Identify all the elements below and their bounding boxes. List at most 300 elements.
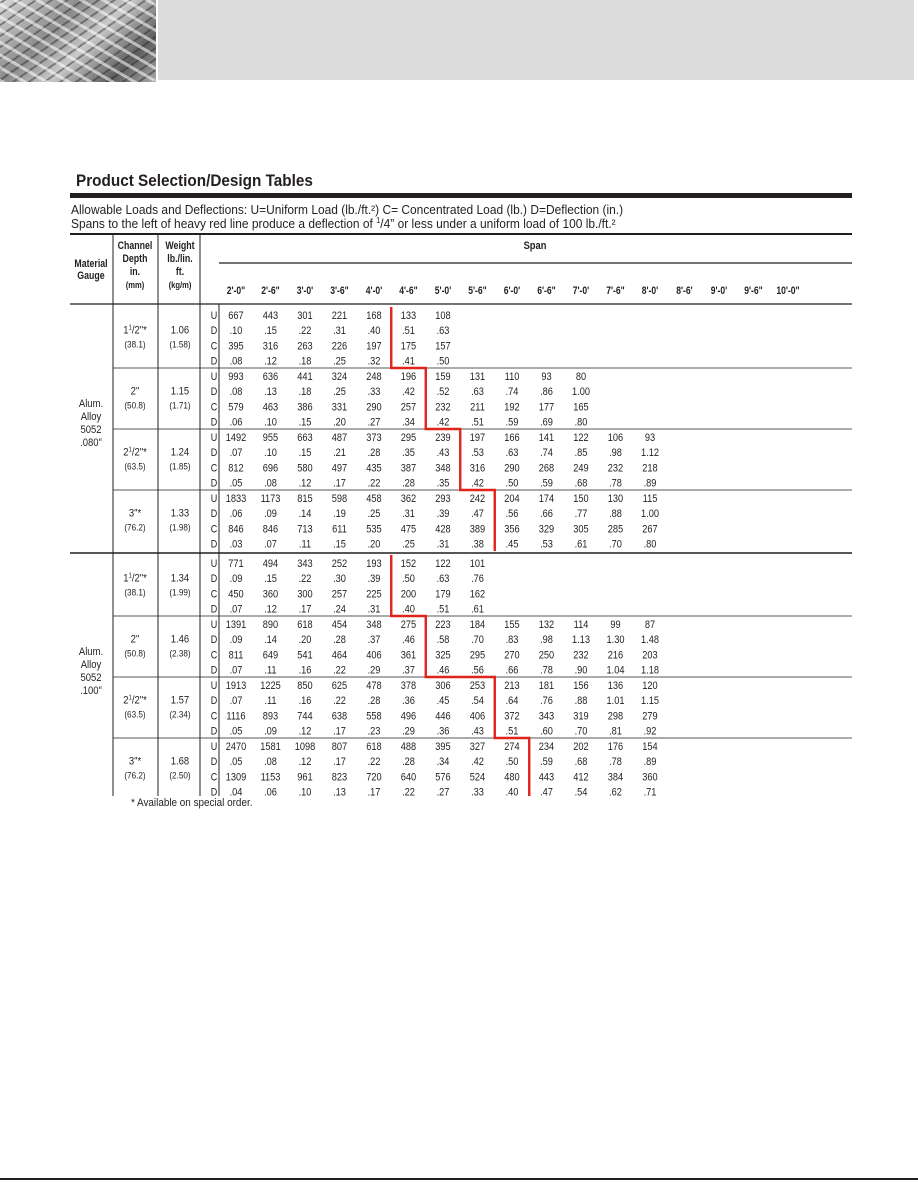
table-cell: .29 <box>367 664 381 677</box>
channel-depth-mm: (63.5) <box>124 708 146 720</box>
table-cell: 319 <box>573 710 589 723</box>
table-cell: 176 <box>607 741 624 754</box>
table-cell: .51 <box>402 325 415 338</box>
table-cell: 267 <box>642 523 658 536</box>
load-code: D <box>210 664 218 677</box>
table-cell: 348 <box>366 619 382 632</box>
table-cell: .15 <box>298 447 312 460</box>
table-cell: 99 <box>610 619 621 632</box>
weight-kg: (1.58) <box>169 338 191 350</box>
table-cell: 250 <box>538 649 555 662</box>
table-cell: .43 <box>471 725 484 738</box>
header-weight: (kg/m) <box>168 279 192 291</box>
table-cell: 1153 <box>260 771 281 784</box>
table-cell: .06 <box>229 508 243 521</box>
table-cell: .10 <box>264 447 277 460</box>
table-cell: .76 <box>471 573 484 586</box>
table-cell: .74 <box>505 386 519 399</box>
table-cell: 360 <box>262 588 279 601</box>
channel-depth-mm: (38.1) <box>124 338 146 350</box>
table-cell: 378 <box>400 680 417 693</box>
weight-value: 1.34 <box>170 572 190 585</box>
channel-depth: $1^1/2"*$ <box>123 572 147 585</box>
table-cell: .11 <box>264 664 277 677</box>
table-cell: 811 <box>228 649 244 662</box>
table-cell: .51 <box>505 725 519 738</box>
table-cell: .66 <box>505 664 519 677</box>
weight-kg: (1.99) <box>169 586 191 598</box>
table-cell: 295 <box>400 432 417 445</box>
table-cell: .56 <box>505 508 519 521</box>
table-cell: 812 <box>228 462 244 475</box>
table-cell: 168 <box>366 310 382 323</box>
table-cell: .69 <box>540 416 553 429</box>
table-cell: 252 <box>331 558 348 571</box>
table-cell: .27 <box>436 786 450 796</box>
table-cell: .90 <box>574 664 588 677</box>
table-cell: .80 <box>643 538 657 551</box>
weight-kg: (2.50) <box>169 769 191 781</box>
span-column-label: 8'-6' <box>676 285 693 298</box>
table-cell: .27 <box>367 416 381 429</box>
table-cell: 373 <box>366 432 382 445</box>
table-cell: 174 <box>538 493 555 506</box>
load-code: D <box>210 447 218 460</box>
table-cell: 1.13 <box>572 634 590 647</box>
table-cell: .56 <box>471 664 484 677</box>
table-cell: .08 <box>264 477 277 490</box>
intro-line-2-a: Spans to the left of heavy red line produce a deflection of <box>71 216 377 231</box>
load-code: U <box>210 432 218 445</box>
load-code: D <box>210 416 218 429</box>
load-code: D <box>210 786 218 796</box>
table-cell: 618 <box>366 741 382 754</box>
header-channel-depth: Depth <box>122 253 148 266</box>
table-cell: 204 <box>504 493 520 506</box>
table-cell: .41 <box>402 355 415 368</box>
table-cell: 395 <box>228 340 244 353</box>
table-cell: 441 <box>297 371 313 384</box>
weight-kg: (2.38) <box>169 647 191 659</box>
table-cell: 1492 <box>225 432 247 445</box>
intro-fraction-num: 1 <box>376 216 381 225</box>
weight-value: 1.46 <box>170 633 190 646</box>
load-code: D <box>210 477 218 490</box>
table-cell: 386 <box>297 401 313 414</box>
table-cell: .07 <box>229 695 243 708</box>
table-cell: 274 <box>504 741 520 754</box>
table-cell: .78 <box>540 664 553 677</box>
load-code: U <box>210 741 218 754</box>
table-cell: .50 <box>505 756 519 769</box>
table-cell: .25 <box>402 538 415 551</box>
table-cell: 162 <box>469 588 486 601</box>
table-cell: .92 <box>643 725 657 738</box>
load-code: D <box>210 756 218 769</box>
load-code: D <box>210 725 218 738</box>
table-cell: 497 <box>331 462 348 475</box>
table-cell: 179 <box>435 588 451 601</box>
table-cell: .98 <box>609 447 622 460</box>
table-cell: 305 <box>573 523 589 536</box>
table-cell: .45 <box>505 538 519 551</box>
table-cell: .22 <box>367 756 381 769</box>
table-cell: .42 <box>471 477 484 490</box>
table-cell: .43 <box>436 447 450 460</box>
table-cell: .15 <box>298 416 312 429</box>
table-cell: 200 <box>400 588 417 601</box>
bottom-rule <box>0 1178 918 1180</box>
table-cell: 1.48 <box>641 634 659 647</box>
table-cell: 1.12 <box>641 447 659 460</box>
table-cell: 234 <box>538 741 555 754</box>
table-cell: .25 <box>367 508 381 521</box>
table-cell: .14 <box>298 508 312 521</box>
table-cell: 192 <box>504 401 520 414</box>
table-cell: 428 <box>435 523 451 536</box>
table-cell: 80 <box>575 371 587 384</box>
table-cell: 450 <box>228 588 244 601</box>
table-cell: .68 <box>574 756 588 769</box>
table-cell: .13 <box>264 386 277 399</box>
intro-fraction-den: 4 <box>383 216 391 231</box>
weight-value: 1.24 <box>170 446 190 459</box>
table-cell: 290 <box>366 401 382 414</box>
table-cell: 157 <box>435 340 451 353</box>
header-weight: ft. <box>175 266 185 279</box>
table-cell: 955 <box>262 432 279 445</box>
channel-depth: 3"* <box>128 755 142 768</box>
table-cell: 150 <box>573 493 589 506</box>
table-cell: 1.00 <box>641 508 659 521</box>
table-cell: .58 <box>436 634 450 647</box>
table-cell: .70 <box>574 725 588 738</box>
channel-depth-mm: (76.2) <box>124 521 146 533</box>
load-code: D <box>210 508 218 521</box>
table-cell: .81 <box>609 725 622 738</box>
table-cell: .33 <box>367 386 381 399</box>
table-cell: .88 <box>609 508 622 521</box>
table-cell: .39 <box>436 508 450 521</box>
table-cell: 638 <box>331 710 348 723</box>
table-cell: .59 <box>540 756 553 769</box>
table-cell: .18 <box>298 386 312 399</box>
table-cell: .05 <box>229 756 243 769</box>
material-label: .080" <box>80 437 102 450</box>
table-cell: .16 <box>298 695 312 708</box>
header-channel-depth: in. <box>129 266 141 279</box>
grating-photo <box>0 0 156 82</box>
table-cell: 435 <box>366 462 382 475</box>
table-cell: 458 <box>366 493 382 506</box>
table-cell: .59 <box>540 477 553 490</box>
table-cell: 226 <box>331 340 348 353</box>
table-cell: .09 <box>264 508 277 521</box>
table-cell: 488 <box>400 741 417 754</box>
table-cell: 580 <box>297 462 313 475</box>
table-cell: .36 <box>402 695 415 708</box>
load-code: U <box>210 493 218 506</box>
span-column-label: 5'-6" <box>468 285 487 298</box>
table-cell: 196 <box>400 371 417 384</box>
table-cell: 242 <box>469 493 486 506</box>
table-cell: .53 <box>540 538 553 551</box>
table-cell: .63 <box>436 325 450 338</box>
table-cell: .35 <box>436 477 450 490</box>
table-cell: 108 <box>435 310 451 323</box>
table-cell: 412 <box>573 771 589 784</box>
span-column-label: 9'-0' <box>710 285 728 298</box>
span-column-label: 2'-6" <box>261 285 280 298</box>
table-cell: .63 <box>436 573 450 586</box>
span-column-label: 6'-0' <box>503 285 521 298</box>
table-cell: 636 <box>262 371 279 384</box>
table-cell: 122 <box>573 432 589 445</box>
table-cell: 406 <box>469 710 486 723</box>
table-cell: .89 <box>643 477 657 490</box>
channel-depth-mm: (50.8) <box>124 399 146 411</box>
table-cell: 1.15 <box>641 695 659 708</box>
table-cell: .40 <box>367 325 381 338</box>
table-cell: 325 <box>435 649 451 662</box>
table-cell: 343 <box>538 710 555 723</box>
table-cell: .06 <box>264 786 277 796</box>
banner-panel <box>158 0 914 80</box>
load-code: C <box>210 523 218 536</box>
table-cell: .15 <box>333 538 346 551</box>
material-label: Alum. <box>78 398 104 411</box>
table-cell: 576 <box>435 771 451 784</box>
table-cell: .66 <box>540 508 553 521</box>
table-cell: .68 <box>574 477 588 490</box>
table-cell: 1098 <box>294 741 316 754</box>
table-cell: 744 <box>297 710 313 723</box>
table-cell: 298 <box>607 710 624 723</box>
span-column-label: 6'-6" <box>537 285 556 298</box>
table-cell: 324 <box>331 371 348 384</box>
table-cell: .50 <box>402 573 415 586</box>
load-code: D <box>210 538 218 551</box>
table-cell: 155 <box>504 619 520 632</box>
table-cell: 535 <box>366 523 382 536</box>
table-cell: .30 <box>333 573 346 586</box>
table-cell: 193 <box>366 558 382 571</box>
table-cell: 232 <box>435 401 451 414</box>
table-cell: 541 <box>297 649 313 662</box>
material-label: 5052 <box>80 672 102 685</box>
table-cell: .28 <box>333 634 346 647</box>
table-cell: 130 <box>607 493 624 506</box>
load-code: U <box>210 680 218 693</box>
table-cell: .12 <box>298 477 312 490</box>
table-cell: 663 <box>297 432 313 445</box>
table-cell: 1116 <box>226 710 246 723</box>
table-cell: 216 <box>607 649 624 662</box>
load-code: U <box>210 558 218 571</box>
table-cell: 301 <box>297 310 313 323</box>
table-cell: 713 <box>297 523 313 536</box>
channel-depth: 3"* <box>128 507 142 520</box>
table-cell: 395 <box>435 741 451 754</box>
table-cell: .77 <box>574 508 588 521</box>
table-cell: 300 <box>297 588 313 601</box>
table-cell: 232 <box>573 649 589 662</box>
material-label: 5052 <box>80 424 102 437</box>
table-cell: 133 <box>400 310 417 323</box>
table-cell: .78 <box>609 756 622 769</box>
table-cell: 846 <box>228 523 244 536</box>
table-cell: 579 <box>228 401 244 414</box>
table-cell: 1.18 <box>641 664 659 677</box>
table-cell: 464 <box>331 649 348 662</box>
table-cell: 197 <box>366 340 382 353</box>
table-cell: 152 <box>400 558 417 571</box>
table-cell: 993 <box>228 371 244 384</box>
span-column-label: 2'-0" <box>226 285 246 298</box>
channel-depth: $1^1/2"*$ <box>123 324 147 337</box>
table-cell: .31 <box>367 603 381 616</box>
table-cell: 1309 <box>225 771 247 784</box>
table-cell: 496 <box>400 710 417 723</box>
table-cell: 263 <box>297 340 313 353</box>
table-cell: 249 <box>573 462 589 475</box>
table-cell: .40 <box>505 786 519 796</box>
table-cell: 649 <box>262 649 279 662</box>
table-cell: 478 <box>366 680 382 693</box>
table-cell: 446 <box>435 710 451 723</box>
table-cell: .50 <box>505 477 519 490</box>
table-cell: 93 <box>541 371 552 384</box>
table-cell: .22 <box>333 664 346 677</box>
table-cell: 1225 <box>260 680 281 693</box>
weight-value: 1.68 <box>170 755 190 768</box>
intro-line-2-b: ” or less under a uniform load of 100 lb./ft.² <box>390 216 616 231</box>
table-cell: 270 <box>504 649 520 662</box>
table-cell: .70 <box>609 538 622 551</box>
table-cell: 2470 <box>225 741 247 754</box>
load-code: C <box>210 462 218 475</box>
header-banner <box>0 0 918 82</box>
table-cell: .21 <box>333 447 346 460</box>
table-cell: .34 <box>402 416 415 429</box>
weight-kg: (1.85) <box>169 460 191 472</box>
table-cell: 202 <box>573 741 589 754</box>
footnote: * Available on special order. <box>131 797 253 809</box>
table-cell: .37 <box>367 634 381 647</box>
table-cell: .03 <box>229 538 243 551</box>
table-cell: .33 <box>471 786 484 796</box>
table-cell: 211 <box>470 401 485 414</box>
table-cell: 132 <box>538 619 555 632</box>
table-cell: 110 <box>504 371 520 384</box>
load-code: D <box>210 573 218 586</box>
table-cell: .89 <box>643 756 657 769</box>
span-column-label: 3'-0' <box>296 285 314 298</box>
channel-depth: 2" <box>130 633 140 646</box>
table-cell: 106 <box>607 432 624 445</box>
table-cell: 640 <box>400 771 417 784</box>
table-cell: .09 <box>229 573 243 586</box>
table-cell: 221 <box>331 310 348 323</box>
table-cell: 558 <box>366 710 382 723</box>
table-cell: 667 <box>228 310 244 323</box>
span-column-label: 4'-0' <box>365 285 383 298</box>
table-cell: 213 <box>504 680 520 693</box>
table-cell: .23 <box>367 725 381 738</box>
table-cell: .12 <box>264 355 277 368</box>
table-cell: .07 <box>229 447 243 460</box>
table-cell: .24 <box>333 603 346 616</box>
table-cell: .40 <box>402 603 415 616</box>
weight-value: 1.33 <box>170 507 190 520</box>
table-cell: 329 <box>538 523 555 536</box>
table-cell: 361 <box>400 649 417 662</box>
table-cell: .17 <box>333 477 346 490</box>
table-cell: .22 <box>298 573 312 586</box>
span-column-label: 8'-0' <box>641 285 659 298</box>
table-cell: .22 <box>333 695 346 708</box>
table-cell: 275 <box>400 619 417 632</box>
table-cell: 253 <box>469 680 486 693</box>
table-cell: 223 <box>435 619 451 632</box>
table-cell: .15 <box>264 573 277 586</box>
header-weight: Weight <box>165 240 195 253</box>
channel-depth: $2^1/2"*$ <box>123 446 147 459</box>
table-cell: 331 <box>331 401 348 414</box>
table-cell: .31 <box>333 325 346 338</box>
table-cell: .54 <box>471 695 484 708</box>
table-cell: .11 <box>264 695 277 708</box>
table-cell: 893 <box>262 710 279 723</box>
load-code: U <box>210 619 218 632</box>
table-cell: 850 <box>297 680 313 693</box>
table-cell: 487 <box>331 432 348 445</box>
table-cell: 362 <box>400 493 417 506</box>
table-cell: 154 <box>642 741 658 754</box>
channel-depth: 2" <box>130 385 140 398</box>
intro-line-2: Spans to the left of heavy red line produce a deflection of $^1$/4” or less under a uniform load of 100 lb./ft.² <box>71 216 616 231</box>
load-code: D <box>210 695 218 708</box>
table-cell: .20 <box>367 538 381 551</box>
table-cell: 1.01 <box>606 695 625 708</box>
table-cell: .12 <box>298 725 312 738</box>
span-column-label: 7'-0' <box>572 285 590 298</box>
table-cell: 1.00 <box>572 386 590 399</box>
section-title: Product Selection/Design Tables <box>76 171 313 190</box>
table-cell: .42 <box>402 386 415 399</box>
table-cell: 356 <box>504 523 520 536</box>
table-cell: .18 <box>298 355 312 368</box>
material-label: Alloy <box>80 411 102 424</box>
title-rule <box>70 193 852 198</box>
weight-value: 1.57 <box>170 694 190 707</box>
table-cell: 197 <box>469 432 486 445</box>
table-cell: 279 <box>642 710 658 723</box>
table-cell: .61 <box>574 538 588 551</box>
table-cell: .50 <box>436 355 450 368</box>
load-code: U <box>210 310 218 323</box>
load-code: C <box>210 340 218 353</box>
table-cell: 93 <box>644 432 656 445</box>
table-cell: 203 <box>642 649 658 662</box>
table-cell: 1913 <box>225 680 247 693</box>
table-cell: 101 <box>469 558 486 571</box>
load-code: C <box>210 710 218 723</box>
channel-depth-mm: (50.8) <box>124 647 146 659</box>
channel-depth-mm: (38.1) <box>124 586 146 598</box>
table-cell: 815 <box>297 493 313 506</box>
table-cell: 131 <box>469 371 486 384</box>
